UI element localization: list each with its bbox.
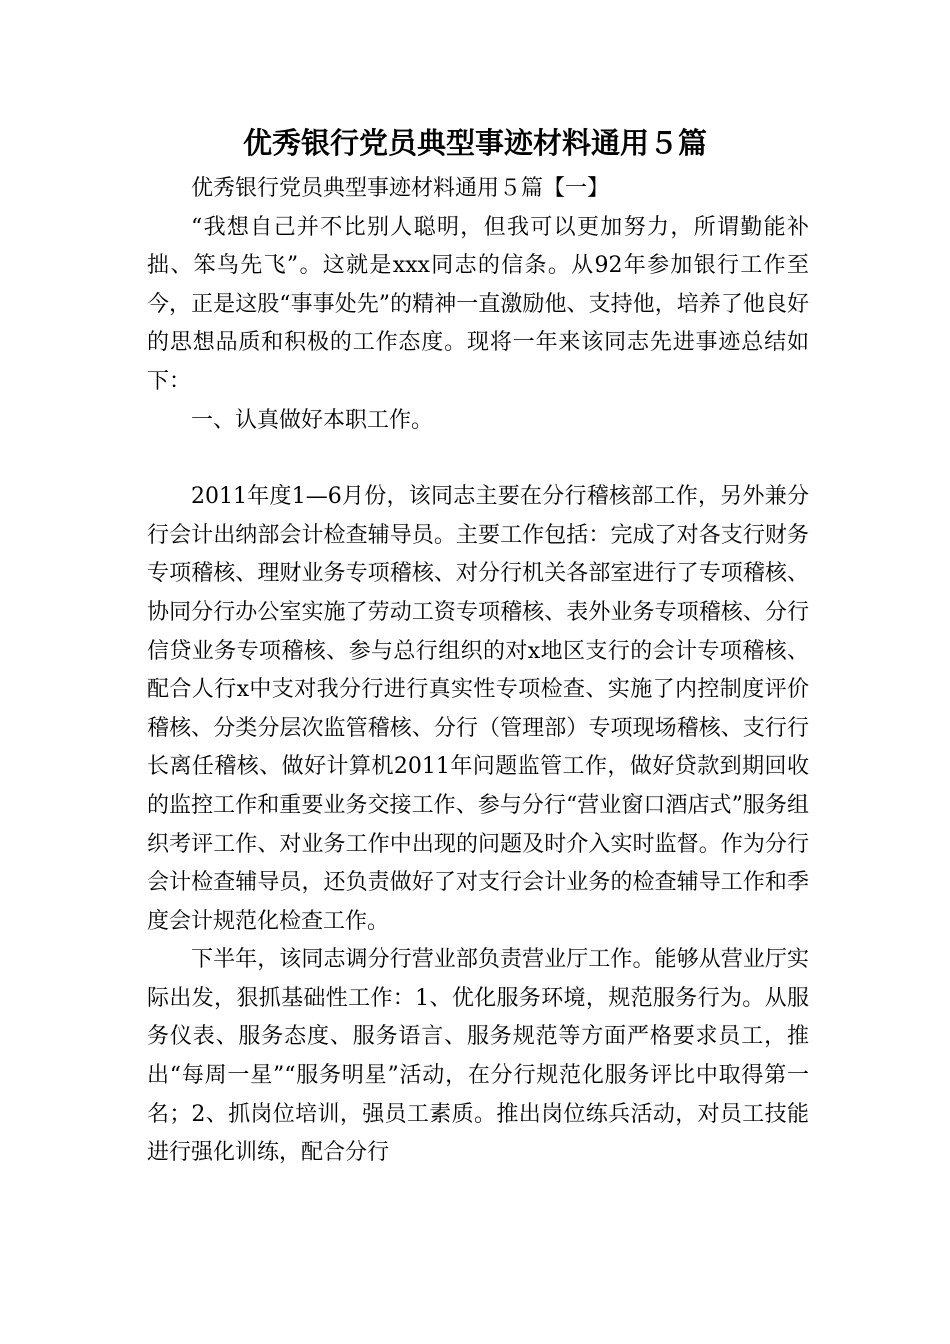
body-paragraph: 2011年度1—6月份，该同志主要在分行稽核部工作，另外兼分行会计出纳部会计检查辅导员。主要工作包括：完成了对各支行财务专项稽核、理财业务专项稽核、对分行机关各部室进行了专项稽核、协同分行办公室实施了劳动工资专项稽核、表外业务专项稽核、分行信贷业务专项稽核、参与总行组织的对x地区支行的会计专项稽核、配合人行x中支对我分行进行真实性专项检查、实施了内控制度评价稽核、分类分层次监管稽核、分行（管理部）专项现场稽核、支行行长离任稽核、做好计算机2011年问题监管工作，做好贷款到期回收的监控工作和重要业务交接工作、参与分行“营业窗口酒店式”服务组织考评工作、对业务工作中出现的问题及时介入实时监督。作为分行会计检查辅导员，还负责做好了对支行会计业务的检查辅导工作和季度会计规范化检查工作。: [147, 484, 809, 934]
document-body: [147, 170, 809, 1173]
sub-heading: 一、认真做好本职工作。: [191, 407, 434, 433]
document-title: 优秀银行党员典型事迹材料通用５篇: [242, 126, 707, 160]
body-paragraph: “我想自己并不比别人聪明，但我可以更加努力，所谓勤能补拙、笨鸟先飞”。这就是xxx同志的信条。从92年参加银行工作至今，正是这股“事事处先”的精神一直激励他、支持他，培养了他良好的思想品质和积极的工作态度。现将一年来该同志先进事迹总结如下：: [147, 214, 809, 394]
body-paragraph: 下半年，该同志调分行营业部负责营业厅工作。能够从营业厅实际出发，狠抓基础性工作：1、优化服务环境，规范服务行为。从服务仪表、服务态度、服务语言、服务规范等方面严格要求员工，推出“每周一星”“服务明星”活动，在分行规范化服务评比中取得第一名；2、抓岗位培训，强员工素质。推出岗位练兵活动，对员工技能进行强化训练，配合分行: [147, 947, 809, 1166]
section-heading: 优秀银行党员典型事迹材料通用５篇【一】: [191, 176, 610, 201]
